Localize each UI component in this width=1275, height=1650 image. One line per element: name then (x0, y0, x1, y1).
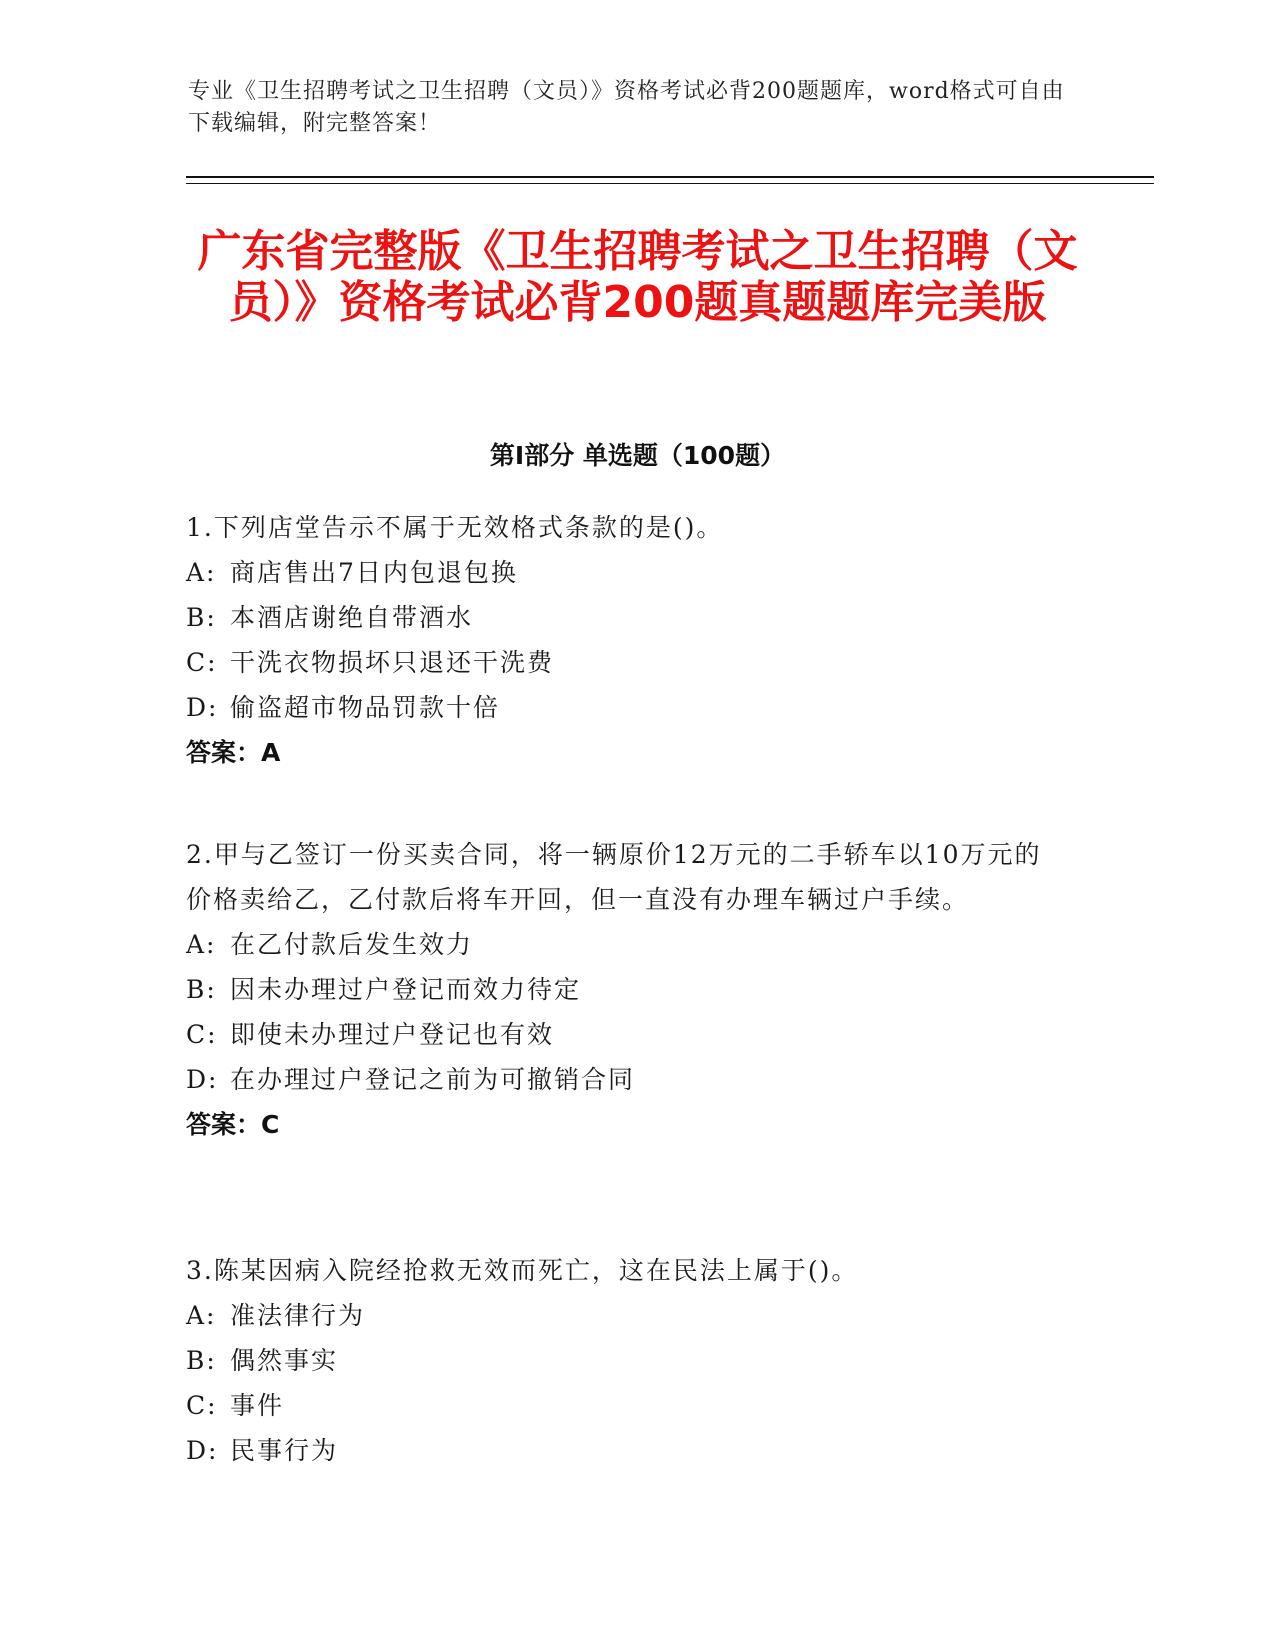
option-b (186, 967, 1066, 1012)
option-text: 民事行为 (230, 1436, 339, 1465)
option-key: A: (186, 558, 217, 587)
header-rule-thick (186, 176, 1154, 178)
question-stem: 3.陈某因病入院经抢救无效而死亡，这在民法上属于()。 (186, 1256, 859, 1285)
option-text: 干洗衣物损坏只退还干洗费 (230, 648, 555, 677)
option-key: D: (186, 693, 219, 722)
question-stem: 1.下列店堂告示不属于无效格式条款的是()。 (186, 513, 724, 542)
section-title: 第Ⅰ部分 单选题（100题） (489, 441, 786, 470)
option-text: 在乙付款后发生效力 (230, 930, 474, 959)
option-key: C: (186, 648, 218, 677)
document-title: 广东省完整版《卫生招聘考试之卫生招聘（文员）》资格考试必背200题真题题库完美版 (197, 226, 1078, 328)
option-a (186, 1293, 1066, 1338)
question-3 (186, 1248, 1066, 1473)
option-c (186, 1012, 1066, 1057)
option-d (186, 685, 1066, 730)
option-b (186, 595, 1066, 640)
option-text: 在办理过户登记之前为可撤销合同 (230, 1065, 636, 1094)
option-text: 本酒店谢绝自带酒水 (230, 603, 474, 632)
option-a (186, 922, 1066, 967)
question-2 (186, 832, 1066, 1147)
option-text: 偷盗超市物品罚款十倍 (230, 693, 501, 722)
option-text: 商店售出7日内包退包换 (230, 558, 518, 587)
question-1 (186, 505, 1066, 775)
answer: 答案：A (186, 738, 281, 767)
option-d (186, 1057, 1066, 1102)
option-key: D: (186, 1065, 219, 1094)
option-text: 准法律行为 (230, 1301, 366, 1330)
option-key: B: (186, 603, 217, 632)
option-key: B: (186, 1346, 217, 1375)
header-rule-thin (186, 183, 1154, 184)
answer: 答案：C (186, 1110, 280, 1139)
option-text: 因未办理过户登记而效力待定 (230, 975, 582, 1004)
option-d (186, 1428, 1066, 1473)
option-key: D: (186, 1436, 219, 1465)
option-key: C: (186, 1391, 218, 1420)
option-key: A: (186, 1301, 217, 1330)
option-text: 偶然事实 (230, 1346, 339, 1375)
option-c (186, 640, 1066, 685)
option-text: 即使未办理过户登记也有效 (230, 1020, 555, 1049)
option-key: B: (186, 975, 217, 1004)
option-text: 事件 (230, 1391, 285, 1420)
option-key: A: (186, 930, 217, 959)
option-c (186, 1383, 1066, 1428)
option-b (186, 1338, 1066, 1383)
question-stem: 2.甲与乙签订一份买卖合同，将一辆原价12万元的二手轿车以10万元的价格卖给乙，乙付款后将车开回，但一直没有办理车辆过户手续。 (186, 840, 1042, 914)
header-note: 专业《卫生招聘考试之卫生招聘（文员）》资格考试必背200题题库，word格式可自由下载编辑，附完整答案！ (188, 79, 1065, 136)
option-key: C: (186, 1020, 218, 1049)
option-a (186, 550, 1066, 595)
